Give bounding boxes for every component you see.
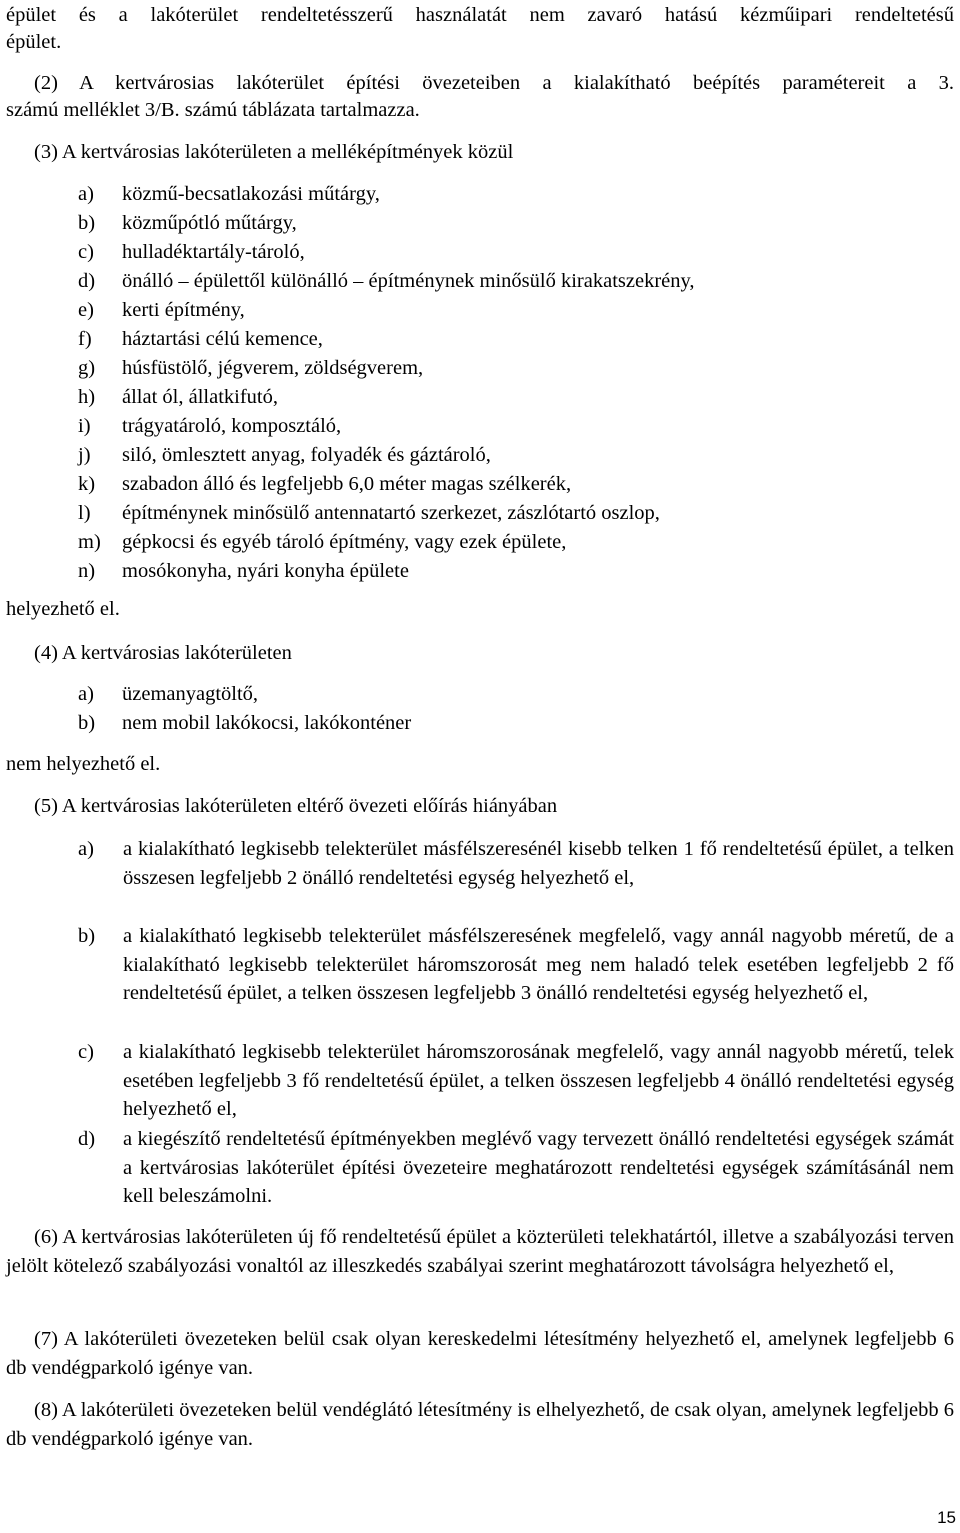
item-text: mosókonyha, nyári konyha épülete xyxy=(122,560,409,582)
item-text: nem mobil lakókocsi, lakókonténer xyxy=(122,712,412,734)
item-text: üzemanyagtöltő, xyxy=(122,683,259,705)
list-item xyxy=(78,384,278,410)
list-item xyxy=(78,326,323,352)
top-line-2: épület. xyxy=(6,31,62,53)
item-label: b) xyxy=(78,925,96,947)
item-text: szabadon álló és legfeljebb 6,0 méter magas szélkerék, xyxy=(122,473,572,495)
list-item xyxy=(78,239,305,265)
item-text: a kialakítható legkisebb telekterület másfélszeresénél kisebb telken 1 fő rendeltetésű épület, a telken összesen legfeljebb 2 önálló rendeltetési egység helyezhető el, xyxy=(123,838,954,889)
item-text: a kiegészítő rendeltetésű építményekben meglévő vagy tervezett önálló rendeltetési egységek számát a kertvárosias lakóterület építési övezeteire meghatározott rendeltetési egységek számításánál nem kell beleszámolni. xyxy=(123,1128,954,1207)
item-text: húsfüstölő, jégverem, zöldségverem, xyxy=(122,357,424,379)
list-item xyxy=(78,297,245,323)
para-5-intro: (5) A kertvárosias lakóterületen eltérő övezeti előírás hiányában xyxy=(34,795,558,817)
item-text: háztartási célú kemence, xyxy=(122,328,323,350)
item-text: siló, ömlesztett anyag, folyadék és gáztároló, xyxy=(122,444,491,466)
para-8-text: A lakóterületi övezeteken belül vendéglátó létesítmény is elhelyezhető, de csak olyan, amelynek legfeljebb 6 db vendégparkoló igénye van. xyxy=(6,1399,954,1450)
item-label: e) xyxy=(78,299,94,321)
list-item xyxy=(78,835,954,892)
para-4-outro: nem helyezhető el. xyxy=(6,753,161,775)
item-text: kerti építmény, xyxy=(122,299,245,321)
para-7-number: (7) xyxy=(34,1328,58,1350)
item-text: közmű-becsatlakozási műtárgy, xyxy=(122,183,380,205)
list-item xyxy=(78,710,411,736)
para-6-number: (6) xyxy=(34,1226,58,1248)
item-text: építménynek minősülő antennatartó szerkezet, zászlótartó oszlop, xyxy=(122,502,660,524)
list-item xyxy=(78,922,954,1008)
item-label: k) xyxy=(78,473,96,495)
item-label: g) xyxy=(78,357,96,379)
para-7-text: A lakóterületi övezeteken belül csak olyan kereskedelmi létesítmény helyezhető el, amelynek legfeljebb 6 db vendégparkoló igénye van. xyxy=(6,1328,954,1379)
item-text: hulladéktartály-tároló, xyxy=(122,241,305,263)
para-2-line-2: számú melléklet 3/B. számú táblázata tartalmazza. xyxy=(6,99,420,121)
para-3-intro: (3) A kertvárosias lakóterületen a melléképítmények közül xyxy=(34,141,514,163)
item-label: c) xyxy=(78,241,94,263)
item-text: önálló – épülettől különálló – építménynek minősülő kirakatszekrény, xyxy=(122,270,695,292)
item-label: a) xyxy=(78,683,94,705)
item-text: a kialakítható legkisebb telekterület másfélszeresének megfelelő, vagy annál nagyobb méretű, de a kialakítható legkisebb telekterület háromszorosát meg nem haladó telek esetében legfeljebb 2 fő rendeltetésű épület, a telken összesen legfeljebb 3 önálló rendeltetési egység helyezhető el, xyxy=(123,925,954,1004)
list-item xyxy=(78,355,423,381)
list-item xyxy=(78,1038,954,1124)
list-item xyxy=(78,558,409,584)
para-6-text: A kertvárosias lakóterületen új fő rendeltetésű épület a közterületi telekhatártól, illetve a szabályozási terven jelölt kötelező szabályozási vonaltól az illeszkedés szabályai szerint meghatározott távolságra helyezhető el, xyxy=(6,1226,954,1277)
item-label: h) xyxy=(78,386,96,408)
list-item xyxy=(78,268,695,294)
item-label: i) xyxy=(78,415,91,437)
item-label: j) xyxy=(78,444,91,466)
item-label: d) xyxy=(78,1128,96,1150)
para-3-outro: helyezhető el. xyxy=(6,598,120,620)
item-label: a) xyxy=(78,183,94,205)
item-label: f) xyxy=(78,328,92,350)
item-text: állat ól, állatkifutó, xyxy=(122,386,278,408)
item-label: b) xyxy=(78,212,96,234)
para-4-intro: (4) A kertvárosias lakóterületen xyxy=(34,642,292,664)
list-item xyxy=(78,413,341,439)
item-label: a) xyxy=(78,838,94,860)
list-item xyxy=(78,181,380,207)
page-number: 15 xyxy=(937,1508,956,1527)
list-item xyxy=(78,210,297,236)
list-item xyxy=(78,681,258,707)
para-6 xyxy=(6,1223,954,1280)
item-text: trágyatároló, komposztáló, xyxy=(122,415,342,437)
top-line-1: épület és a lakóterület rendeltetésszerű használatát nem zavaró hatású kézműipari rendeltetésű xyxy=(6,4,954,26)
para-7 xyxy=(6,1325,954,1382)
item-label: c) xyxy=(78,1041,94,1063)
para-8 xyxy=(6,1396,954,1453)
para-2-line-1: (2) A kertvárosias lakóterület építési övezeteiben a kialakítható beépítés paramétereit a 3. xyxy=(34,72,954,94)
item-text: a kialakítható legkisebb telekterület háromszorosának megfelelő, vagy annál nagyobb méretű, telek esetében legfeljebb 3 fő rendeltetésű épület, a telken összesen legfeljebb 4 önálló rendeltetési egység helyezhető el, xyxy=(123,1041,954,1120)
item-text: gépkocsi és egyéb tároló építmény, vagy ezek épülete, xyxy=(122,531,567,553)
list-item xyxy=(78,471,571,497)
para-8-number: (8) xyxy=(34,1399,58,1421)
list-item xyxy=(78,500,660,526)
item-label: l) xyxy=(78,502,91,524)
list-item xyxy=(78,442,491,468)
item-label: b) xyxy=(78,712,96,734)
list-item xyxy=(78,1125,954,1211)
item-label: m) xyxy=(78,531,101,553)
item-label: n) xyxy=(78,560,96,582)
item-text: közműpótló műtárgy, xyxy=(122,212,297,234)
item-label: d) xyxy=(78,270,96,292)
list-item xyxy=(78,529,566,555)
